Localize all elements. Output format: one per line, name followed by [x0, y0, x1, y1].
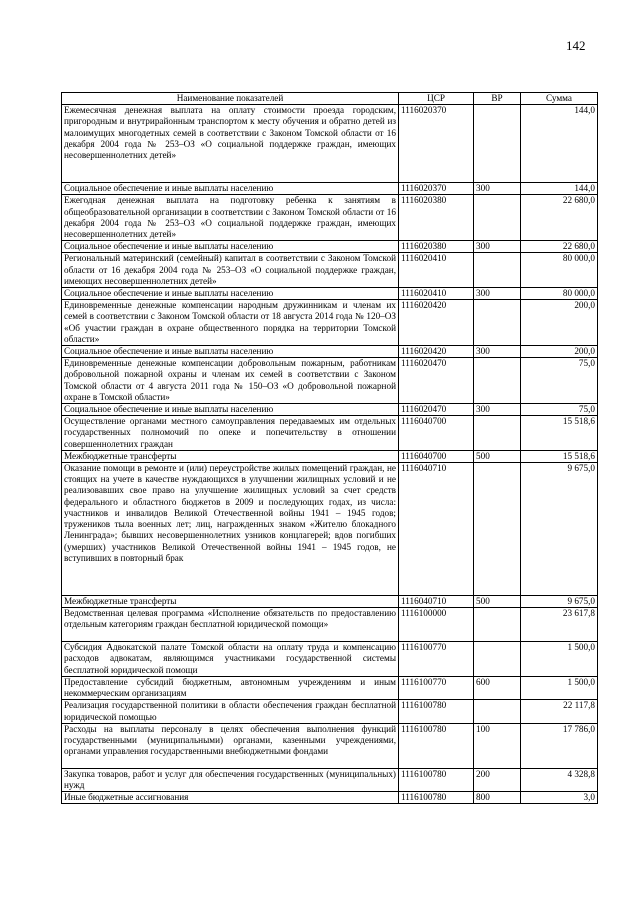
row-sum: 9 675,0 — [521, 463, 598, 596]
row-vr — [474, 300, 521, 346]
header-vr: ВР — [474, 93, 521, 105]
table-row — [62, 608, 598, 642]
row-vr: 500 — [474, 596, 521, 608]
row-csr: 1116020410 — [399, 253, 474, 288]
row-name: Единовременные денежные компенсации народным дружинникам и членам их семей в соответствии с Законом Томской области от 18 августа 2014 года № 120–ОЗ «Об участии граждан в охране общественного порядка на территории Томской области» — [62, 300, 399, 346]
row-csr: 1116020420 — [399, 300, 474, 346]
table-row — [62, 105, 598, 183]
table-row — [62, 768, 598, 791]
row-sum: 4 328,8 — [521, 768, 598, 791]
row-vr — [474, 253, 521, 288]
table-row — [62, 300, 598, 346]
row-vr — [474, 608, 521, 642]
row-csr: 1116020370 — [399, 105, 474, 183]
row-csr: 1116020470 — [399, 358, 474, 404]
row-vr: 300 — [474, 288, 521, 300]
row-vr — [474, 642, 521, 677]
row-vr — [474, 105, 521, 183]
row-sum: 9 675,0 — [521, 596, 598, 608]
row-sum: 23 617,8 — [521, 608, 598, 642]
row-sum: 22 680,0 — [521, 195, 598, 241]
table-row — [62, 723, 598, 768]
row-sum: 15 518,6 — [521, 450, 598, 462]
row-csr: 1116100780 — [399, 700, 474, 723]
row-csr: 1116020470 — [399, 404, 474, 416]
row-name: Межбюджетные трансферты — [62, 596, 399, 608]
row-vr — [474, 700, 521, 723]
page-number: 142 — [566, 38, 586, 53]
row-vr: 600 — [474, 676, 521, 699]
row-csr: 1116100770 — [399, 642, 474, 677]
table-row — [62, 676, 598, 699]
row-name: Оказание помощи в ремонте и (или) переустройстве жилых помещений граждан, не стоящих на учете в качестве нуждающихся в улучшении жилищных условий и не реализовавших свое право на улучшение жилищных условий за счет средств федерального и областного бюджетов в 2009 и последующих годах, из числа: участников и инвалидов Великой Отечественной войны 1941 – 1945 годов; тружеников тыла военных лет; лиц, награжденных знаком «Жителю блокадного Ленинграда»; бывших несовершеннолетних узников концлагерей; вдов погибших (умерших) участников Великой Отечественной войны 1941 – 1945 годов, не вступивших в повторный брак — [62, 463, 399, 596]
row-vr — [474, 463, 521, 596]
row-vr: 300 — [474, 404, 521, 416]
row-vr: 100 — [474, 723, 521, 768]
table-row — [62, 792, 598, 804]
row-name: Предоставление субсидий бюджетным, автономным учреждениям и иным некоммерческим организациям — [62, 676, 399, 699]
header-sum: Сумма — [521, 93, 598, 105]
row-name: Межбюджетные трансферты — [62, 450, 399, 462]
row-sum: 144,0 — [521, 105, 598, 183]
row-sum: 1 500,0 — [521, 642, 598, 677]
row-csr: 1116020420 — [399, 346, 474, 358]
row-sum: 80 000,0 — [521, 253, 598, 288]
row-vr — [474, 416, 521, 451]
row-sum: 22 117,8 — [521, 700, 598, 723]
row-name: Региональный материнский (семейный) капитал в соответствии с Законом Томской области от 16 декабря 2004 года № 253–ОЗ «О социальной поддержке граждан, имеющих несовершеннолетних детей» — [62, 253, 399, 288]
row-sum: 3,0 — [521, 792, 598, 804]
row-name: Ежегодная денежная выплата на подготовку ребенка к занятиям в общеобразовательной организации в соответствии с Законом Томской области от 16 декабря 2004 года № 253–ОЗ «О социальной поддержке граждан, имеющих несовершеннолетних детей» — [62, 195, 399, 241]
table-row — [62, 253, 598, 288]
table-header-row — [62, 93, 598, 105]
header-csr: ЦСР — [399, 93, 474, 105]
row-vr: 500 — [474, 450, 521, 462]
table-row — [62, 288, 598, 300]
row-sum: 200,0 — [521, 300, 598, 346]
row-sum: 75,0 — [521, 404, 598, 416]
row-csr: 1116100780 — [399, 723, 474, 768]
row-vr: 300 — [474, 183, 521, 195]
table-row — [62, 450, 598, 462]
row-vr — [474, 358, 521, 404]
row-csr: 1116040710 — [399, 463, 474, 596]
row-vr: 300 — [474, 346, 521, 358]
table-row — [62, 183, 598, 195]
row-name: Расходы на выплаты персоналу в целях обеспечения выполнения функций государственными (муниципальными) органами, казенными учреждениями, органами управления государственными внебюджетными фондами — [62, 723, 399, 768]
table-row — [62, 642, 598, 677]
row-name: Иные бюджетные ассигнования — [62, 792, 399, 804]
row-csr: 1116020380 — [399, 195, 474, 241]
table-row — [62, 463, 598, 596]
table-row — [62, 241, 598, 253]
row-name: Осуществление органами местного самоуправления передаваемых им отдельных государственных полномочий по опеке и попечительству в отношении совершеннолетних граждан — [62, 416, 399, 451]
row-csr: 1116040700 — [399, 450, 474, 462]
header-name: Наименование показателей — [62, 93, 399, 105]
row-csr: 1116040700 — [399, 416, 474, 451]
row-csr: 1116020410 — [399, 288, 474, 300]
table-row — [62, 358, 598, 404]
table-row — [62, 416, 598, 451]
row-name: Закупка товаров, работ и услуг для обеспечения государственных (муниципальных) нужд — [62, 768, 399, 791]
table-row — [62, 596, 598, 608]
row-sum: 22 680,0 — [521, 241, 598, 253]
row-name: Ежемесячная денежная выплата на оплату стоимости проезда городским, пригородным и внутрирайонным транспортом к месту обучения и обратно детей из малоимущих многодетных семей в соответствии с Законом Томской области от 16 декабря 2004 года № 253–ОЗ «О социальной поддержке граждан, имеющих несовершеннолетних детей» — [62, 105, 399, 183]
row-sum: 200,0 — [521, 346, 598, 358]
row-sum: 15 518,6 — [521, 416, 598, 451]
row-name: Социальное обеспечение и иные выплаты населению — [62, 404, 399, 416]
row-name: Социальное обеспечение и иные выплаты населению — [62, 288, 399, 300]
row-vr: 200 — [474, 768, 521, 791]
row-csr: 1116040710 — [399, 596, 474, 608]
row-name: Реализация государственной политики в области обеспечения граждан бесплатной юридической помощью — [62, 700, 399, 723]
row-vr: 300 — [474, 241, 521, 253]
row-name: Социальное обеспечение и иные выплаты населению — [62, 346, 399, 358]
row-name: Единовременные денежные компенсации добровольным пожарным, работникам добровольной пожарной охраны и членам их семей в соответствии с Законом Томской области от 4 августа 2011 года № 150–ОЗ «О добровольной пожарной охране в Томской области» — [62, 358, 399, 404]
row-name: Субсидия Адвокатской палате Томской области на оплату труда и компенсацию расходов адвокатам, являющимся участниками государственной системы бесплатной юридической помощи — [62, 642, 399, 677]
row-csr: 1116020370 — [399, 183, 474, 195]
row-sum: 1 500,0 — [521, 676, 598, 699]
row-csr: 1116020380 — [399, 241, 474, 253]
row-sum: 17 786,0 — [521, 723, 598, 768]
budget-table — [61, 92, 598, 804]
row-sum: 80 000,0 — [521, 288, 598, 300]
row-vr: 800 — [474, 792, 521, 804]
row-name: Ведомственная целевая программа «Исполнение обязательств по предоставлению отдельным категориям граждан бесплатной юридической помощи» — [62, 608, 399, 642]
row-csr: 1116100770 — [399, 676, 474, 699]
table-row — [62, 404, 598, 416]
row-csr: 1116100000 — [399, 608, 474, 642]
table-row — [62, 346, 598, 358]
row-sum: 75,0 — [521, 358, 598, 404]
row-vr — [474, 195, 521, 241]
row-name: Социальное обеспечение и иные выплаты населению — [62, 183, 399, 195]
row-name: Социальное обеспечение и иные выплаты населению — [62, 241, 399, 253]
row-sum: 144,0 — [521, 183, 598, 195]
row-csr: 1116100780 — [399, 792, 474, 804]
table-row — [62, 700, 598, 723]
row-csr: 1116100780 — [399, 768, 474, 791]
table-row — [62, 195, 598, 241]
